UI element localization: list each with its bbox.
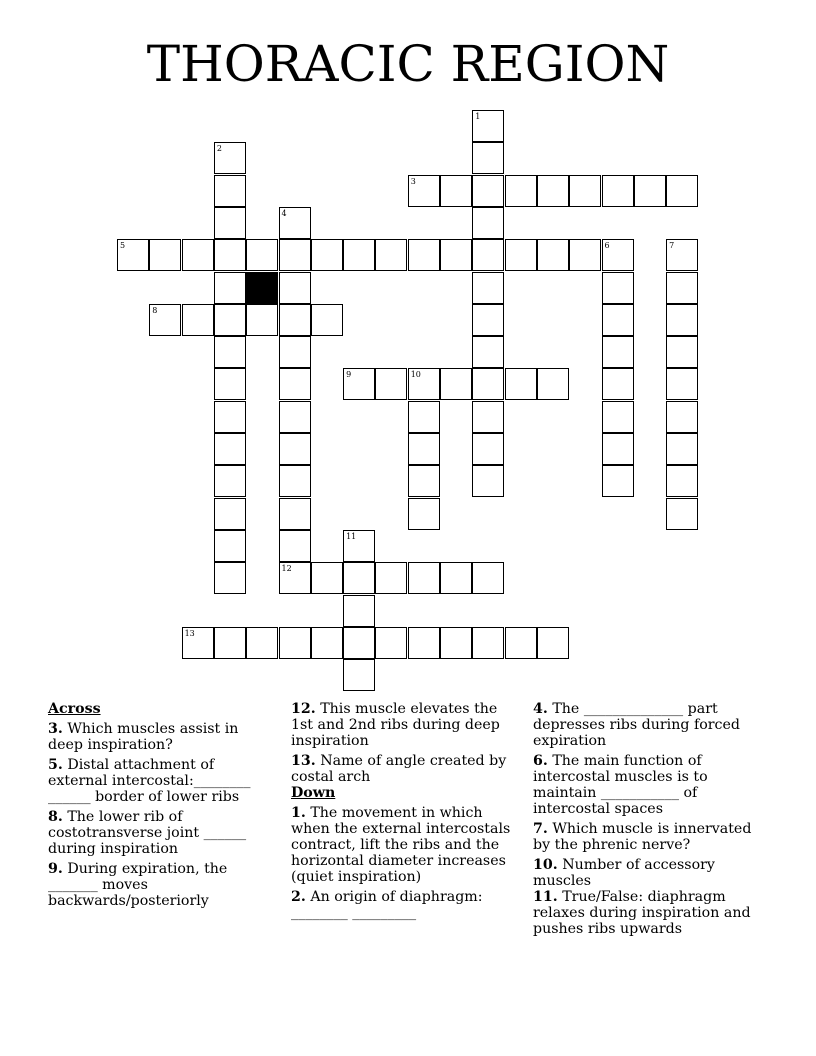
down-heading: Down [291, 785, 336, 801]
clue-number-8: 8 [152, 305, 158, 315]
crossword-cell[interactable] [214, 175, 246, 207]
crossword-cell[interactable] [375, 562, 407, 594]
crossword-cell[interactable] [214, 142, 246, 174]
crossword-cell[interactable] [279, 207, 311, 239]
crossword-cell[interactable] [214, 272, 246, 304]
crossword-cell[interactable] [472, 401, 504, 433]
crossword-cell[interactable] [279, 465, 311, 497]
crossword-cell[interactable] [279, 239, 311, 271]
crossword-cell[interactable] [246, 304, 278, 336]
crossword-cell[interactable] [214, 465, 246, 497]
crossword-cell[interactable] [440, 175, 472, 207]
crossword-cell[interactable] [666, 272, 698, 304]
crossword-cell[interactable] [343, 627, 375, 659]
crossword-cell[interactable] [537, 175, 569, 207]
crossword-cell[interactable] [279, 304, 311, 336]
crossword-cell[interactable] [279, 498, 311, 530]
crossword-cell[interactable] [472, 368, 504, 400]
crossword-cell[interactable] [408, 368, 440, 400]
crossword-cell[interactable] [472, 175, 504, 207]
crossword-cell[interactable] [505, 627, 537, 659]
crossword-cell[interactable] [343, 595, 375, 627]
clues-column-2 [291, 701, 517, 925]
crossword-cell[interactable] [279, 368, 311, 400]
page-title: THORACIC REGION [146, 35, 670, 93]
crossword-cell[interactable] [408, 562, 440, 594]
crossword-cell[interactable] [408, 465, 440, 497]
clue-number-2: 2 [216, 144, 222, 154]
crossword-cell[interactable] [602, 272, 634, 304]
crossword-cell[interactable] [343, 368, 375, 400]
clue-across-13: 13. Name of angle created by costal arch [291, 753, 507, 785]
clues-column-1 [48, 701, 274, 913]
crossword-cell[interactable] [214, 627, 246, 659]
clue-across-9: 9. During expiration, the _______ moves backwards/posteriorly [48, 861, 228, 909]
crossword-cell[interactable] [472, 207, 504, 239]
crossword-cell[interactable] [440, 627, 472, 659]
crossword-cell[interactable] [472, 239, 504, 271]
clue-number-9: 9 [346, 370, 352, 380]
clue-down-11: 11. True/False: diaphragm relaxes during inspiration and pushes ribs upwards [533, 889, 751, 937]
crossword-cell[interactable] [408, 498, 440, 530]
crossword-cell[interactable] [666, 401, 698, 433]
crossword-cell[interactable] [279, 627, 311, 659]
crossword-cell[interactable] [569, 175, 601, 207]
clue-number-5: 5 [120, 241, 126, 251]
crossword-cell[interactable] [602, 304, 634, 336]
crossword-cell[interactable] [666, 304, 698, 336]
crossword-cell[interactable] [537, 239, 569, 271]
crossword-cell[interactable] [537, 627, 569, 659]
clue-down-2: 2. An origin of diaphragm: ________ _________ [291, 889, 483, 921]
crossword-cell[interactable] [279, 401, 311, 433]
clue-across-12: 12. This muscle elevates the 1st and 2nd ribs during deep inspiration [291, 701, 500, 749]
crossword-cell[interactable] [149, 239, 181, 271]
crossword-cell[interactable] [214, 304, 246, 336]
clue-number-6: 6 [604, 241, 610, 251]
crossword-cell[interactable] [602, 465, 634, 497]
crossword-cell[interactable] [472, 627, 504, 659]
black-cell [246, 272, 278, 304]
crossword-cell[interactable] [472, 562, 504, 594]
clue-number-11: 11 [346, 531, 357, 541]
crossword-cell[interactable] [569, 239, 601, 271]
crossword-cell[interactable] [375, 239, 407, 271]
crossword-cell[interactable] [602, 175, 634, 207]
crossword-cell[interactable] [408, 433, 440, 465]
crossword-cell[interactable] [343, 562, 375, 594]
crossword-cell[interactable] [666, 433, 698, 465]
clue-number-13: 13 [184, 628, 195, 638]
clue-number-10: 10 [410, 370, 421, 380]
crossword-cell[interactable] [311, 239, 343, 271]
crossword-cell[interactable] [408, 239, 440, 271]
crossword-cell[interactable] [440, 239, 472, 271]
clue-across-3: 3. Which muscles assist in deep inspiration? [48, 721, 239, 753]
crossword-cell[interactable] [343, 239, 375, 271]
clue-number-3: 3 [410, 176, 416, 186]
clue-number-1: 1 [475, 112, 481, 121]
crossword-cell[interactable] [472, 465, 504, 497]
crossword-cell[interactable] [279, 562, 311, 594]
crossword-cell[interactable] [246, 627, 278, 659]
across-heading: Across [48, 701, 101, 717]
clue-number-4: 4 [281, 208, 287, 218]
crossword-cell[interactable] [666, 368, 698, 400]
crossword-cell[interactable] [602, 368, 634, 400]
crossword-cell[interactable] [634, 175, 666, 207]
crossword-cell[interactable] [214, 207, 246, 239]
crossword-cell[interactable] [602, 239, 634, 271]
crossword-cell[interactable] [602, 433, 634, 465]
crossword-cell[interactable] [182, 304, 214, 336]
crossword-cell[interactable] [440, 368, 472, 400]
crossword-cell[interactable] [602, 336, 634, 368]
crossword-cell[interactable] [408, 175, 440, 207]
crossword-cell[interactable] [214, 401, 246, 433]
crossword-cell[interactable] [472, 272, 504, 304]
crossword-cell[interactable] [117, 239, 149, 271]
crossword-cell[interactable] [214, 530, 246, 562]
crossword-cell[interactable] [182, 627, 214, 659]
crossword-cell[interactable] [279, 530, 311, 562]
crossword-cell[interactable] [375, 627, 407, 659]
crossword-cell[interactable] [343, 659, 375, 691]
crossword-cell[interactable] [505, 175, 537, 207]
crossword-cell[interactable] [666, 239, 698, 271]
crossword-cell[interactable] [472, 142, 504, 174]
crossword-cell[interactable] [440, 562, 472, 594]
crossword-cell[interactable] [666, 175, 698, 207]
crossword-cell[interactable] [214, 239, 246, 271]
crossword-cell[interactable] [214, 498, 246, 530]
crossword-cell[interactable] [279, 272, 311, 304]
crossword-cell[interactable] [666, 498, 698, 530]
clue-down-10: 10. Number of accessory muscles [533, 857, 715, 889]
crossword-cell[interactable] [505, 368, 537, 400]
crossword-cell[interactable] [343, 530, 375, 562]
crossword-cell[interactable] [537, 368, 569, 400]
clue-down-4: 4. The ______________ part depresses ribs during forced expiration [533, 701, 740, 749]
crossword-cell[interactable] [472, 304, 504, 336]
clue-number-7: 7 [669, 241, 675, 251]
crossword-cell[interactable] [279, 336, 311, 368]
crossword-cell[interactable] [472, 433, 504, 465]
clue-across-8: 8. The lower rib of costotransverse joint ______ during inspiration [48, 809, 247, 857]
crossword-cell[interactable] [214, 562, 246, 594]
crossword-cell[interactable] [214, 433, 246, 465]
crossword-cell[interactable] [666, 336, 698, 368]
clues-column-3 [533, 701, 765, 941]
crossword-cell[interactable] [182, 239, 214, 271]
crossword-cell[interactable] [472, 110, 504, 142]
crossword-cell[interactable] [472, 336, 504, 368]
clue-down-6: 6. The main function of intercostal muscles is to maintain ___________ of intercostal spaces [533, 753, 708, 817]
crossword-cell[interactable] [214, 368, 246, 400]
crossword-cell[interactable] [408, 627, 440, 659]
crossword-cell[interactable] [246, 239, 278, 271]
crossword-cell[interactable] [279, 433, 311, 465]
clue-down-1: 1. The movement in which when the external intercostals contract, lift the ribs and the horizontal diameter increases (quiet inspiration) [291, 805, 511, 885]
crossword-cell[interactable] [214, 336, 246, 368]
crossword-cell[interactable] [149, 304, 181, 336]
crossword-cell[interactable] [375, 368, 407, 400]
crossword-cell[interactable] [602, 401, 634, 433]
clue-across-5: 5. Distal attachment of external intercostal:________ ______ border of lower ribs [48, 757, 251, 805]
crossword-cell[interactable] [666, 465, 698, 497]
crossword-cell[interactable] [408, 401, 440, 433]
crossword-cell[interactable] [311, 562, 343, 594]
crossword-cell[interactable] [311, 304, 343, 336]
clue-number-12: 12 [281, 564, 292, 574]
crossword-cell[interactable] [505, 239, 537, 271]
clue-down-7: 7. Which muscle is innervated by the phrenic nerve? [533, 821, 752, 853]
crossword-cell[interactable] [311, 627, 343, 659]
